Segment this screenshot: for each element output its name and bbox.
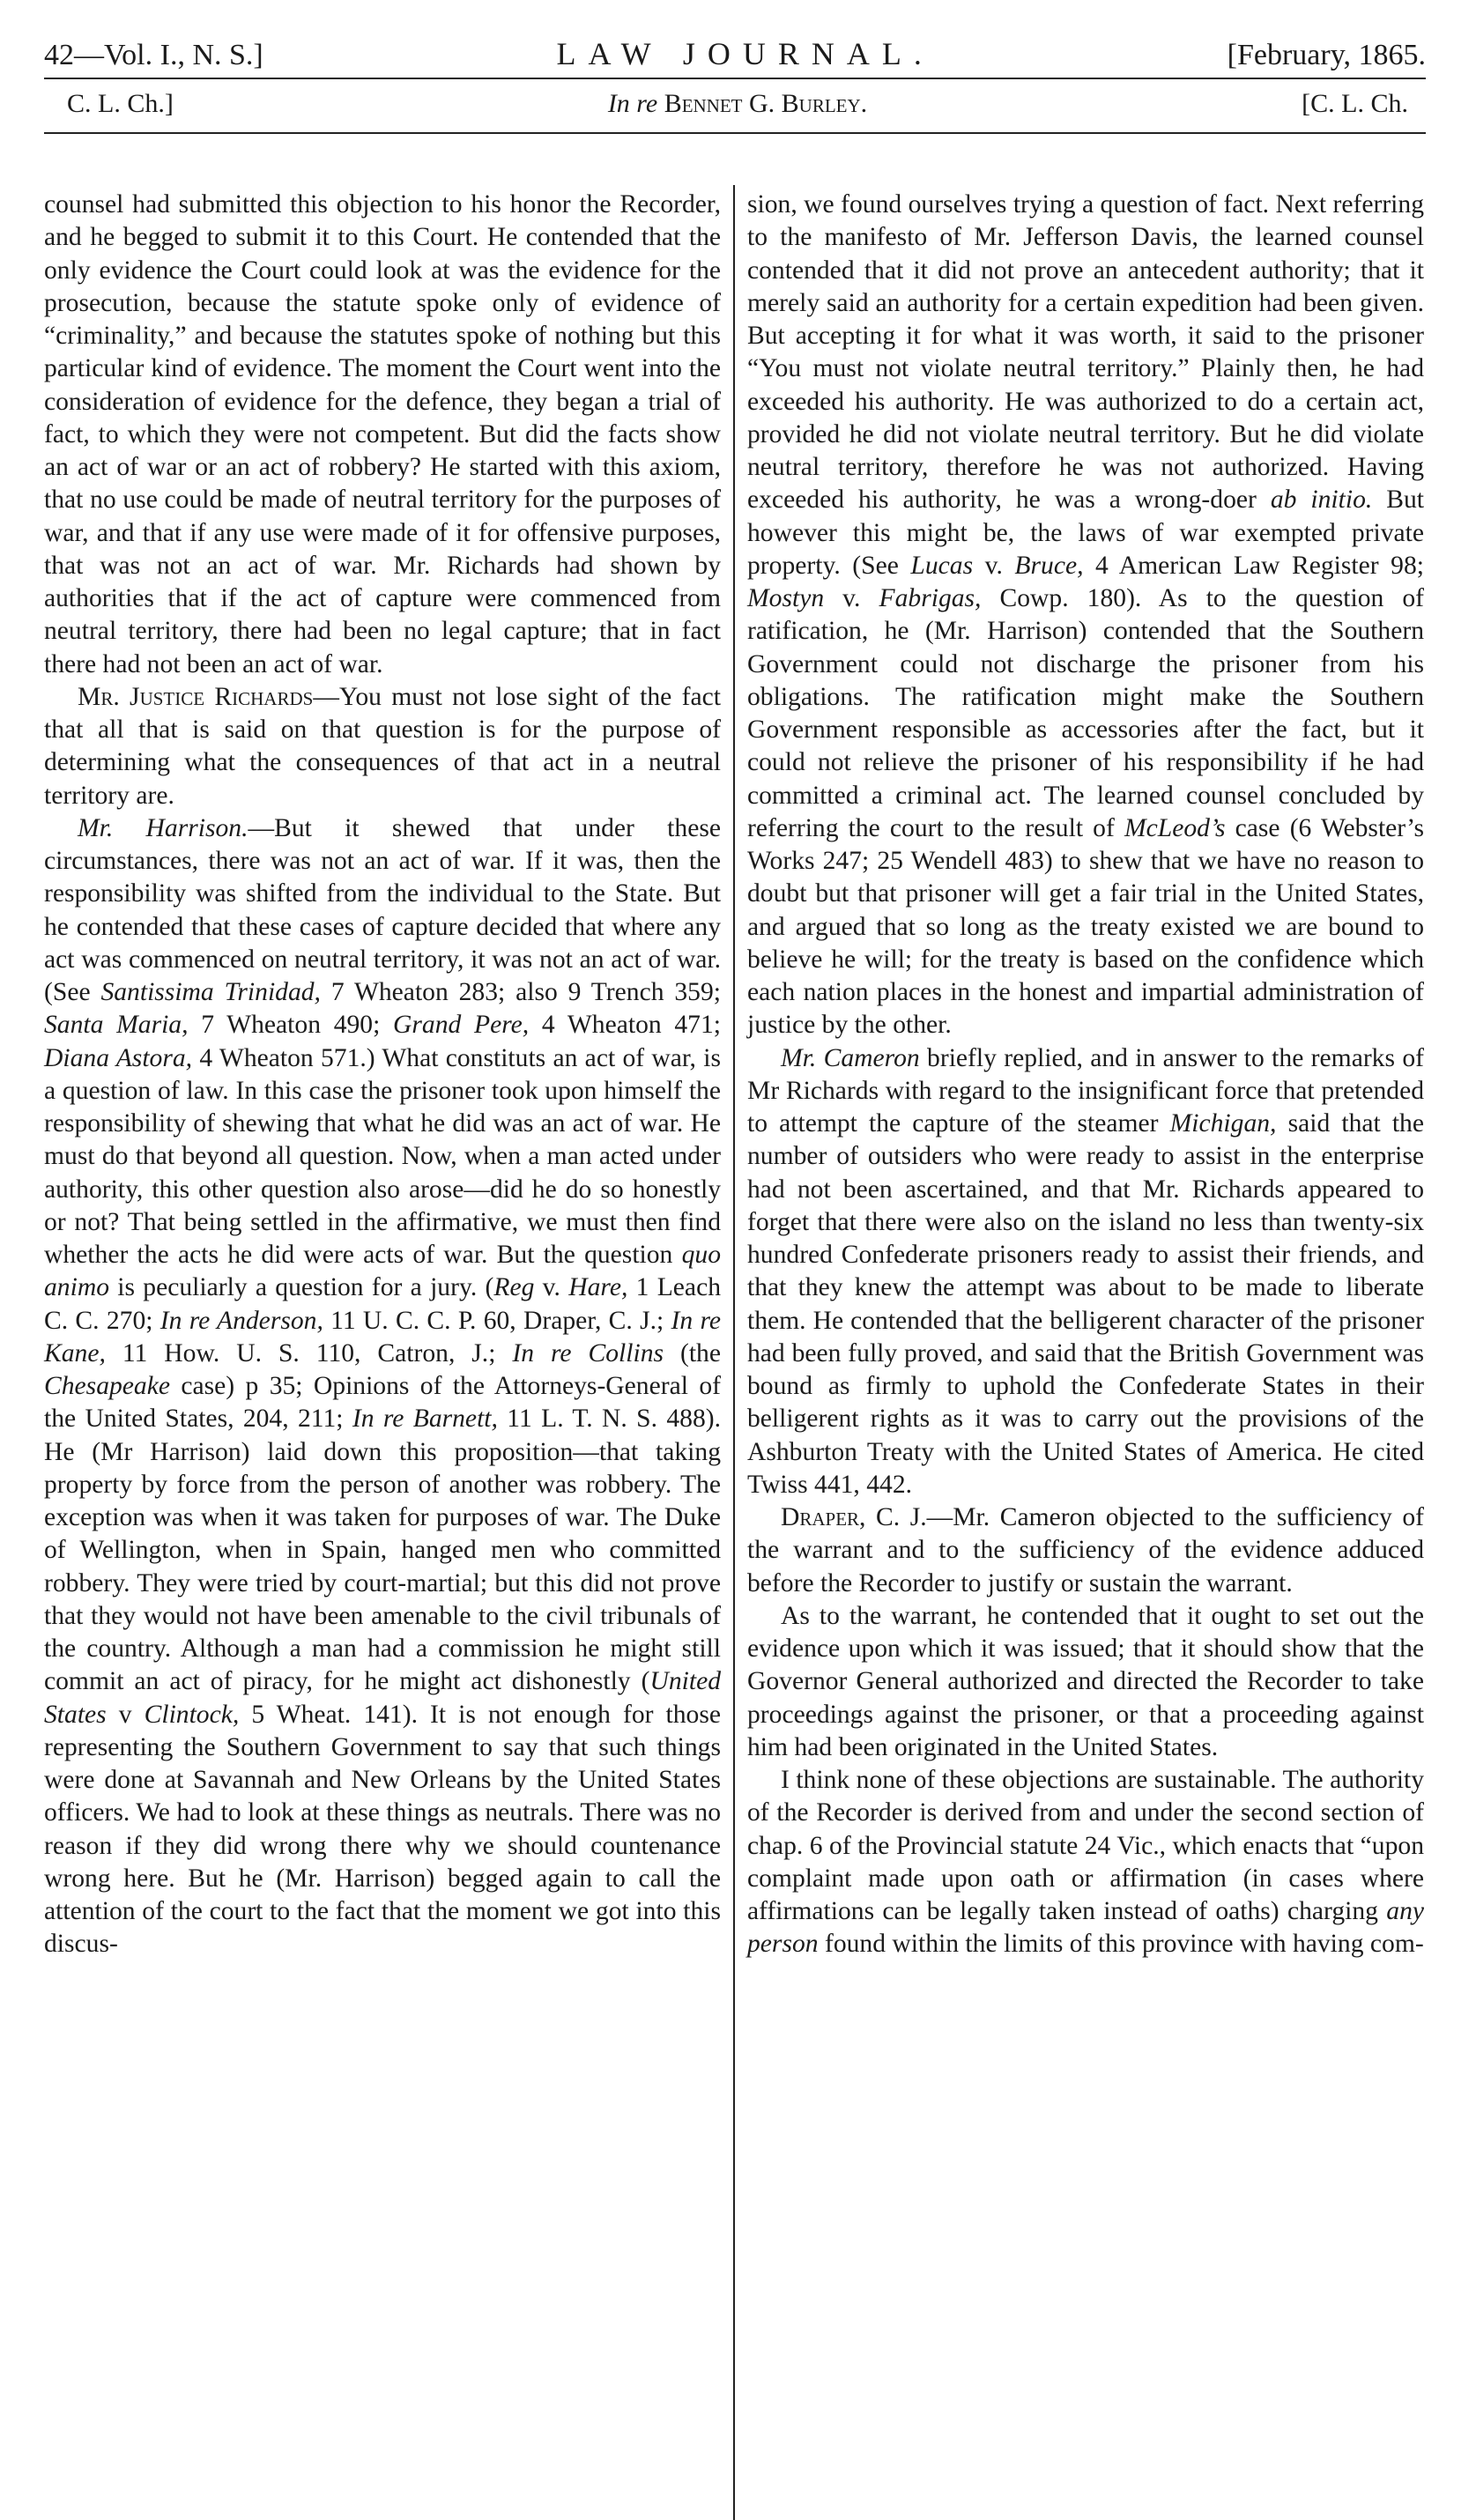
italic-text: In re Kane, bbox=[44, 1306, 721, 1367]
body-text: briefly replied, and in answer to the remarks of Mr Richards with regard to the insignificant force that pretended to attempt the capture of the steamer bbox=[747, 1043, 1424, 1138]
issue-date: [February, 1865. bbox=[1227, 39, 1426, 71]
body-text: said that the number of outsiders who were ready to assist in the enterprise had not been ascertained, and that Mr. Richards appeared to forget that there were also on the island no less than twenty-six hundred Confederate prisoners ready to assist their friends, and that they knew the attempt was about to be made to liberate them. He contended that the belligerent character of the prisoner had been fully proved, and said that the British Government was bound as firmly to uphold the Confederate States in their belligerent rights as it was to carry out the provisions of the Ashburton Treaty with the United States of America. He cited Twiss 441, 442. bbox=[747, 1109, 1424, 1499]
body-text: As to the warrant, he contended that it ought to set out the evidence upon which it was issued; that it should show that the Governor General authorized and directed the Recorder to take proceedings against the prisoner, or that a proceeding against him had been originated in the United States. bbox=[747, 1601, 1424, 1761]
court-label-right: [C. L. Ch. bbox=[1302, 89, 1408, 118]
italic-text: quo animo bbox=[44, 1241, 721, 1302]
italic-text: Santissima Trinidad, bbox=[100, 978, 321, 1006]
italic-text: Hare, bbox=[568, 1273, 628, 1302]
italic-text: In re Collins bbox=[512, 1338, 664, 1367]
italic-text: Grand Pere, bbox=[393, 1011, 530, 1040]
italic-text: Reg bbox=[493, 1273, 535, 1302]
running-header bbox=[44, 33, 1426, 74]
case-title bbox=[608, 86, 867, 122]
body-text: Cowp. 180). As to the question of ratification, he (Mr. Harrison) contended that the Southern Government could not discharge the prisoner from his obligations. The ratification might make the Southern Government responsible as accessories after the fact, but it could not relieve the prisoner of his responsibility if he had committed a criminal act. The learned counsel concluded by referring the court to the result of bbox=[747, 584, 1424, 842]
text-columns bbox=[44, 189, 1426, 2515]
body-text: 4 Wheaton 571.) What constituts an act of war, is a question of law. In this case the prisoner took upon himself the responsibility of shewing that what he did was an act of war. He must do that beyond all question. Now, when a man acted under authority, this other question also arose—did he do so honestly or not? That being settled in the affirmative, we must then find whether the acts he did were acts of war. But the question bbox=[44, 1043, 721, 1269]
body-text: 7 Wheaton 490; bbox=[188, 1011, 394, 1040]
italic-text: McLeod’s bbox=[1124, 813, 1226, 842]
body-text: case) p 35; Opinions of the Attorneys-General of the United States, 204, 211; bbox=[44, 1372, 721, 1434]
body-text: 11 U. C. C. P. 60, Draper, C. J.; bbox=[323, 1306, 671, 1335]
body-text: v. bbox=[824, 584, 879, 612]
body-text: is peculiarly a question for a jury. ( bbox=[108, 1273, 494, 1302]
italic-text: Michigan, bbox=[1169, 1109, 1277, 1138]
paragraph bbox=[747, 1600, 1424, 1764]
italic-text: Chesapeake bbox=[44, 1372, 170, 1400]
paragraph bbox=[44, 189, 721, 681]
court-label-left: C. L. Ch.] bbox=[67, 89, 174, 118]
case-header bbox=[44, 79, 1426, 125]
body-text: v. bbox=[534, 1273, 569, 1302]
body-text: v bbox=[106, 1700, 145, 1729]
body-text: v. bbox=[973, 551, 1015, 580]
body-text: (the bbox=[664, 1338, 721, 1367]
italic-text: Mostyn bbox=[747, 584, 825, 612]
body-text: —Mr. Cameron objected to the sufficiency of the warrant and to the sufficiency of the evidence adduced before the Recorder to justify or sustain the warrant. bbox=[747, 1503, 1424, 1597]
paragraph bbox=[747, 1042, 1424, 1502]
body-text: 11 How. U. S. 110, Catron, J.; bbox=[105, 1338, 513, 1367]
body-text: case (6 Webster’s Works 247; 25 Wendell 483) to shew that we have no reason to doubt but that prisoner will get a fair trial in the United States, and argued that so long as the treaty existed we are bound to believe he will; for the treaty is based on the confidence which each nation places in the honest and impartial administration of justice by the other. bbox=[747, 813, 1424, 1040]
body-text: 4 Wheaton 471; bbox=[529, 1011, 721, 1040]
body-text: But however this might be, the laws of war exempted private property. (See bbox=[747, 485, 1425, 580]
paragraph bbox=[747, 1501, 1424, 1600]
paragraph bbox=[44, 681, 721, 812]
subheader-rule bbox=[44, 132, 1426, 134]
body-text: —You must not lose sight of the fact that all that is said on that question is for the purpose of determining what the consequences of that act in a neutral territory are. bbox=[44, 682, 721, 810]
speaker-name: Draper, C. J. bbox=[781, 1503, 927, 1531]
volume-label: 42—Vol. I., N. S.] bbox=[44, 39, 263, 71]
journal-title: LAW JOURNAL. bbox=[556, 36, 934, 71]
left-column bbox=[44, 189, 733, 2515]
body-text: found within the limits of this province with having com- bbox=[818, 1930, 1424, 1959]
italic-text: Clintock, bbox=[144, 1700, 240, 1729]
paragraph bbox=[747, 189, 1424, 1042]
journal-page bbox=[44, 33, 1426, 1959]
body-text: counsel had submitted this objection to his honor the Recorder, and he begged to submit it to this Court. He contended that the only evidence the Court could look at was the evidence for the prosecution, because the statute spoke only of evidence of “criminality,” and because the statutes spoke of nothing but this particular kind of evidence. The moment the Court went into the consideration of evidence for the defence, they began a trial of fact, to which they were not competent. But did the facts show an act of war or an act of robbery? He started with this axiom, that no use could be made of neutral territory for the purposes of war, and that if any use were made of it for offensive purposes, that was not an act of war. Mr. Richards had shown by authorities that if the act of capture were commenced from neutral territory, there had been no legal capture; that in fact there had not been an act of war. bbox=[44, 190, 721, 678]
body-text: 5 Wheat. 141). It is not enough for those representing the Southern Government to say that such things were done at Savannah and New Orleans by the United States officers. We had to look at these things as neutrals. There was no reason if they did wrong there why we should countenance wrong here. But he (Mr. Harrison) begged again to call the attention of the court to the fact that the moment we got into this discus- bbox=[44, 1700, 721, 1959]
italic-text: Mr. Cameron bbox=[781, 1043, 920, 1072]
body-text: 1 Leach C. C. 270; bbox=[44, 1273, 722, 1335]
italic-text: ab initio. bbox=[1270, 485, 1373, 515]
body-text: —But it shewed that under these circumstances, there was not an act of war. If it was, then the responsibility was shifted from the individual to the State. But he contended that these cases of capture decided that where any act was commenced on neutral territory, it was not an act of war. (See bbox=[44, 813, 721, 1006]
body-text: I think none of these objections are sustainable. The authority of the Recorder is derived from and under the second section of chap. 6 of the Provincial statute 24 Vic., which enacts that “upon complaint made upon oath or affirmation (in cases where affirmations can be legally taken instead of oaths) charging bbox=[747, 1766, 1424, 1925]
case-title-name: Bennet G. Burley. bbox=[664, 89, 868, 118]
italic-text: United States bbox=[44, 1667, 721, 1729]
right-column bbox=[735, 189, 1424, 2515]
italic-text: Santa Maria, bbox=[44, 1011, 189, 1040]
case-title-prefix: In re bbox=[607, 89, 658, 118]
italic-text: Bruce, bbox=[1014, 551, 1084, 580]
italic-text: Diana Astora, bbox=[44, 1043, 193, 1072]
italic-text: any person bbox=[747, 1897, 1424, 1959]
body-text: 11 L. T. N. S. 488). He (Mr Harrison) laid down this proposition—that taking property by force from the person of another was robbery. The exception was when it was taken for purposes of war. The Duke of Wellington, when in Spain, hanged men who committed robbery. They were tried by court-martial; but this did not prove that they would not have been amenable to the civil tribunals of the country. Although a man had a commission he might still commit an act of piracy, for he might act dishonestly ( bbox=[44, 1405, 721, 1696]
italic-text: In re Barnett, bbox=[352, 1405, 498, 1434]
italic-text: Lucas bbox=[910, 551, 974, 580]
speaker-name: Mr. Justice Richards bbox=[78, 682, 314, 711]
italic-text: In re Anderson, bbox=[159, 1306, 323, 1335]
body-text: 4 American Law Register 98; bbox=[1083, 551, 1424, 580]
italic-text: Mr. Harrison. bbox=[78, 813, 248, 842]
italic-text: Fabrigas, bbox=[879, 584, 982, 612]
body-text: sion, we found ourselves trying a question of fact. Next referring to the manifesto of Mr. Jefferson Davis, the learned counsel contended that it did not prove an antecedent authority; that it merely said an authority for a certain expedition had been given. But accepting it for what it was worth, it said to the prisoner “You must not violate neutral territory.” Plainly then, he had exceeded his authority. He was authorized to do a certain act, provided he did not violate neutral territory. But he did violate neutral territory, therefore he was not authorized. Having exceeded his authority, he was a wrong-doer bbox=[747, 190, 1424, 515]
body-text: 7 Wheaton 283; also 9 Trench 359; bbox=[320, 978, 722, 1006]
paragraph bbox=[747, 1764, 1424, 1961]
paragraph bbox=[44, 812, 721, 1961]
